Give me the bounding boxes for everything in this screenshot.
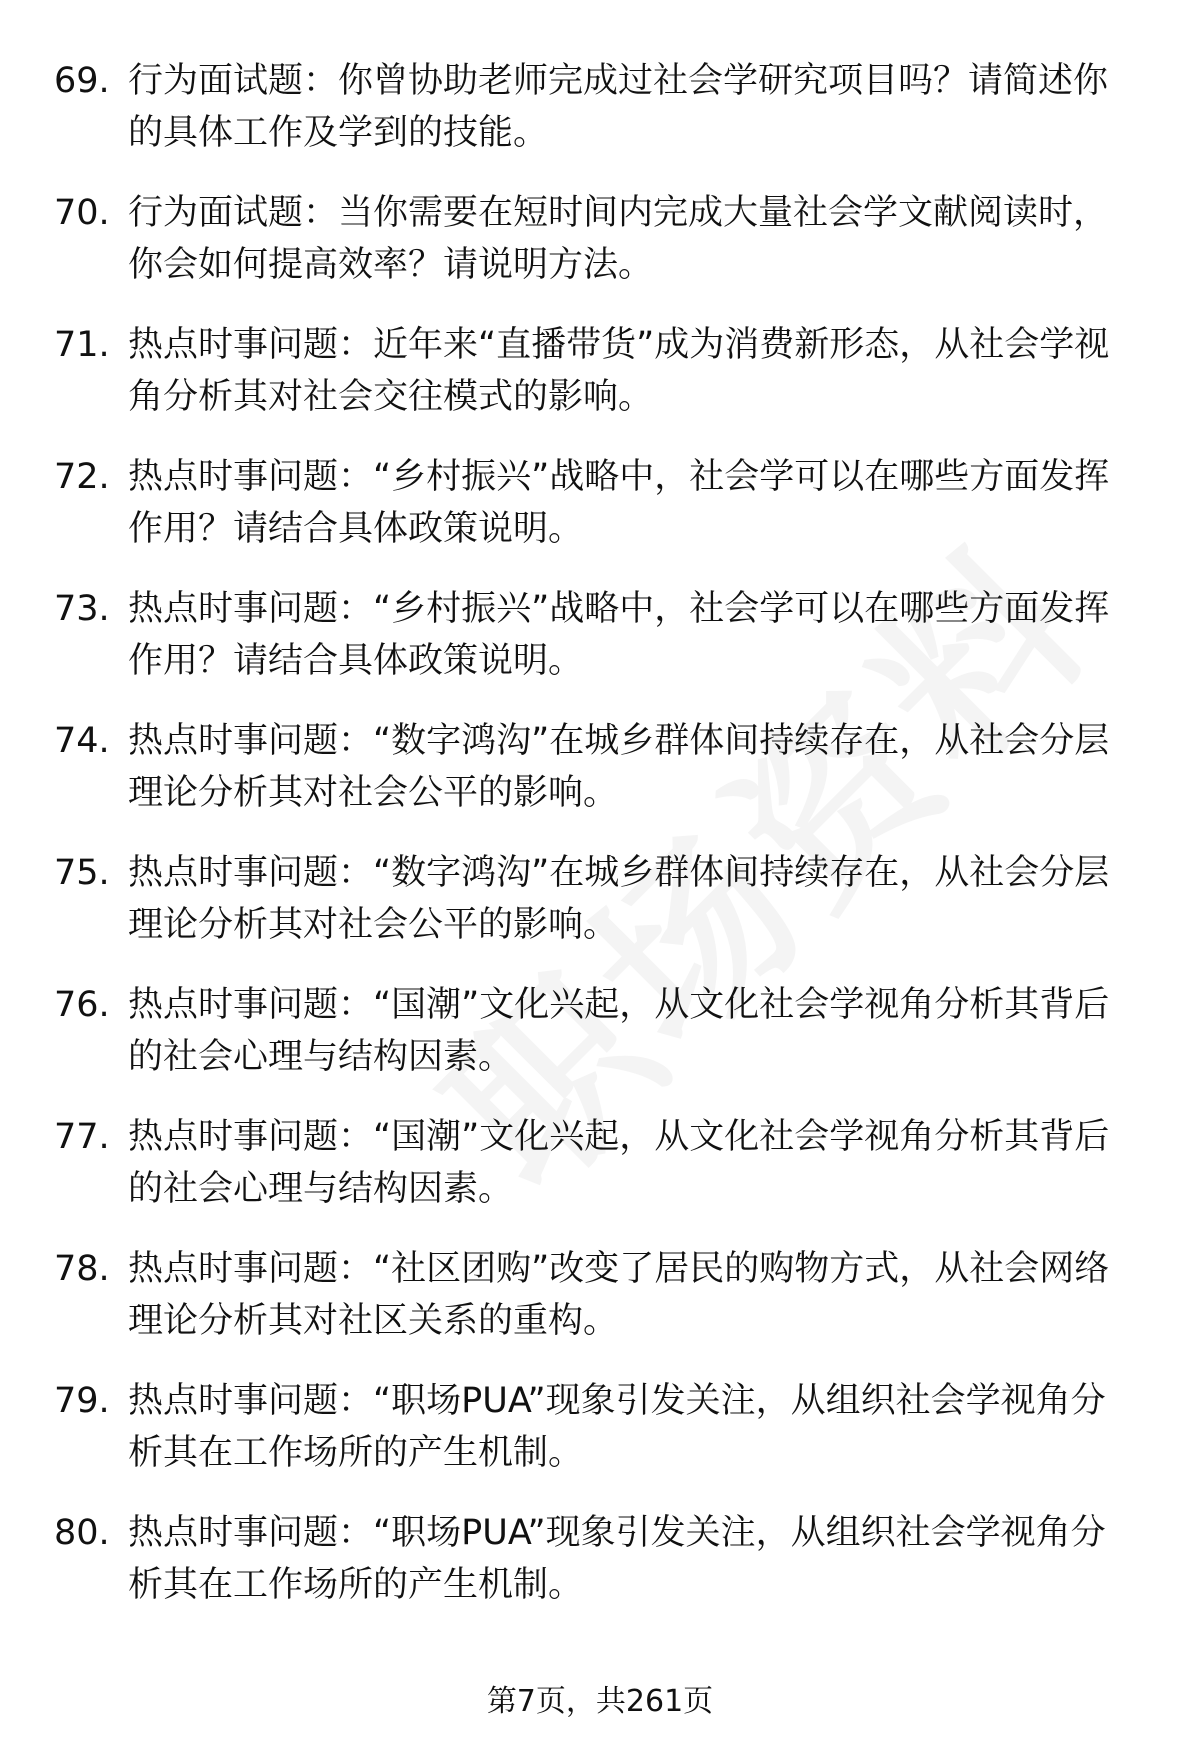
question-item [54,1507,1154,1639]
question-text: 热点时事问题：“乡村振兴”战略中，社会学可以在哪些方面发挥作用？请结合具体政策说明。 [128,457,1110,549]
question-number: 77. [54,1117,110,1157]
question-item [54,715,1154,847]
question-text: 热点时事问题：“社区团购”改变了居民的购物方式，从社会网络理论分析其对社区关系的重构。 [128,1249,1110,1341]
question-number: 71. [54,325,110,365]
question-text: 热点时事问题：“数字鸿沟”在城乡群体间持续存在，从社会分层理论分析其对社会公平的影响。 [128,721,1110,813]
question-number: 78. [54,1249,110,1289]
question-item [54,55,1154,187]
question-item [54,1111,1154,1243]
question-number: 76. [54,985,110,1025]
question-text: 热点时事问题：“职场PUA”现象引发关注，从组织社会学视角分析其在工作场所的产生机制。 [128,1381,1106,1473]
question-number: 74. [54,721,110,761]
question-item [54,319,1154,451]
question-item [54,583,1154,715]
question-number: 73. [54,589,110,629]
question-number: 72. [54,457,110,497]
question-item [54,1243,1154,1375]
question-text: 热点时事问题：“职场PUA”现象引发关注，从组织社会学视角分析其在工作场所的产生机制。 [128,1513,1106,1605]
question-item [54,847,1154,979]
page-number-label: 第7页，共261页 [486,1684,714,1719]
page-footer [0,1676,1200,1720]
question-number: 75. [54,853,110,893]
question-text: 热点时事问题：“国潮”文化兴起，从文化社会学视角分析其背后的社会心理与结构因素。 [128,1117,1110,1209]
question-item [54,187,1154,319]
question-number: 69. [54,61,110,101]
question-number: 80. [54,1513,110,1553]
question-list [54,55,1154,1639]
question-text: 热点时事问题：“乡村振兴”战略中，社会学可以在哪些方面发挥作用？请结合具体政策说明。 [128,589,1110,681]
question-number: 70. [54,193,110,233]
question-text: 热点时事问题：“数字鸿沟”在城乡群体间持续存在，从社会分层理论分析其对社会公平的影响。 [128,853,1110,945]
question-text: 热点时事问题：“国潮”文化兴起，从文化社会学视角分析其背后的社会心理与结构因素。 [128,985,1110,1077]
question-text: 行为面试题：当你需要在短时间内完成大量社会学文献阅读时，你会如何提高效率？请说明方法。 [128,193,1109,285]
question-number: 79. [54,1381,110,1421]
question-text: 行为面试题：你曾协助老师完成过社会学研究项目吗？请简述你的具体工作及学到的技能。 [128,61,1109,153]
question-item [54,451,1154,583]
question-item [54,1375,1154,1507]
question-item [54,979,1154,1111]
question-text: 热点时事问题：近年来“直播带货”成为消费新形态，从社会学视角分析其对社会交往模式的影响。 [128,325,1110,417]
